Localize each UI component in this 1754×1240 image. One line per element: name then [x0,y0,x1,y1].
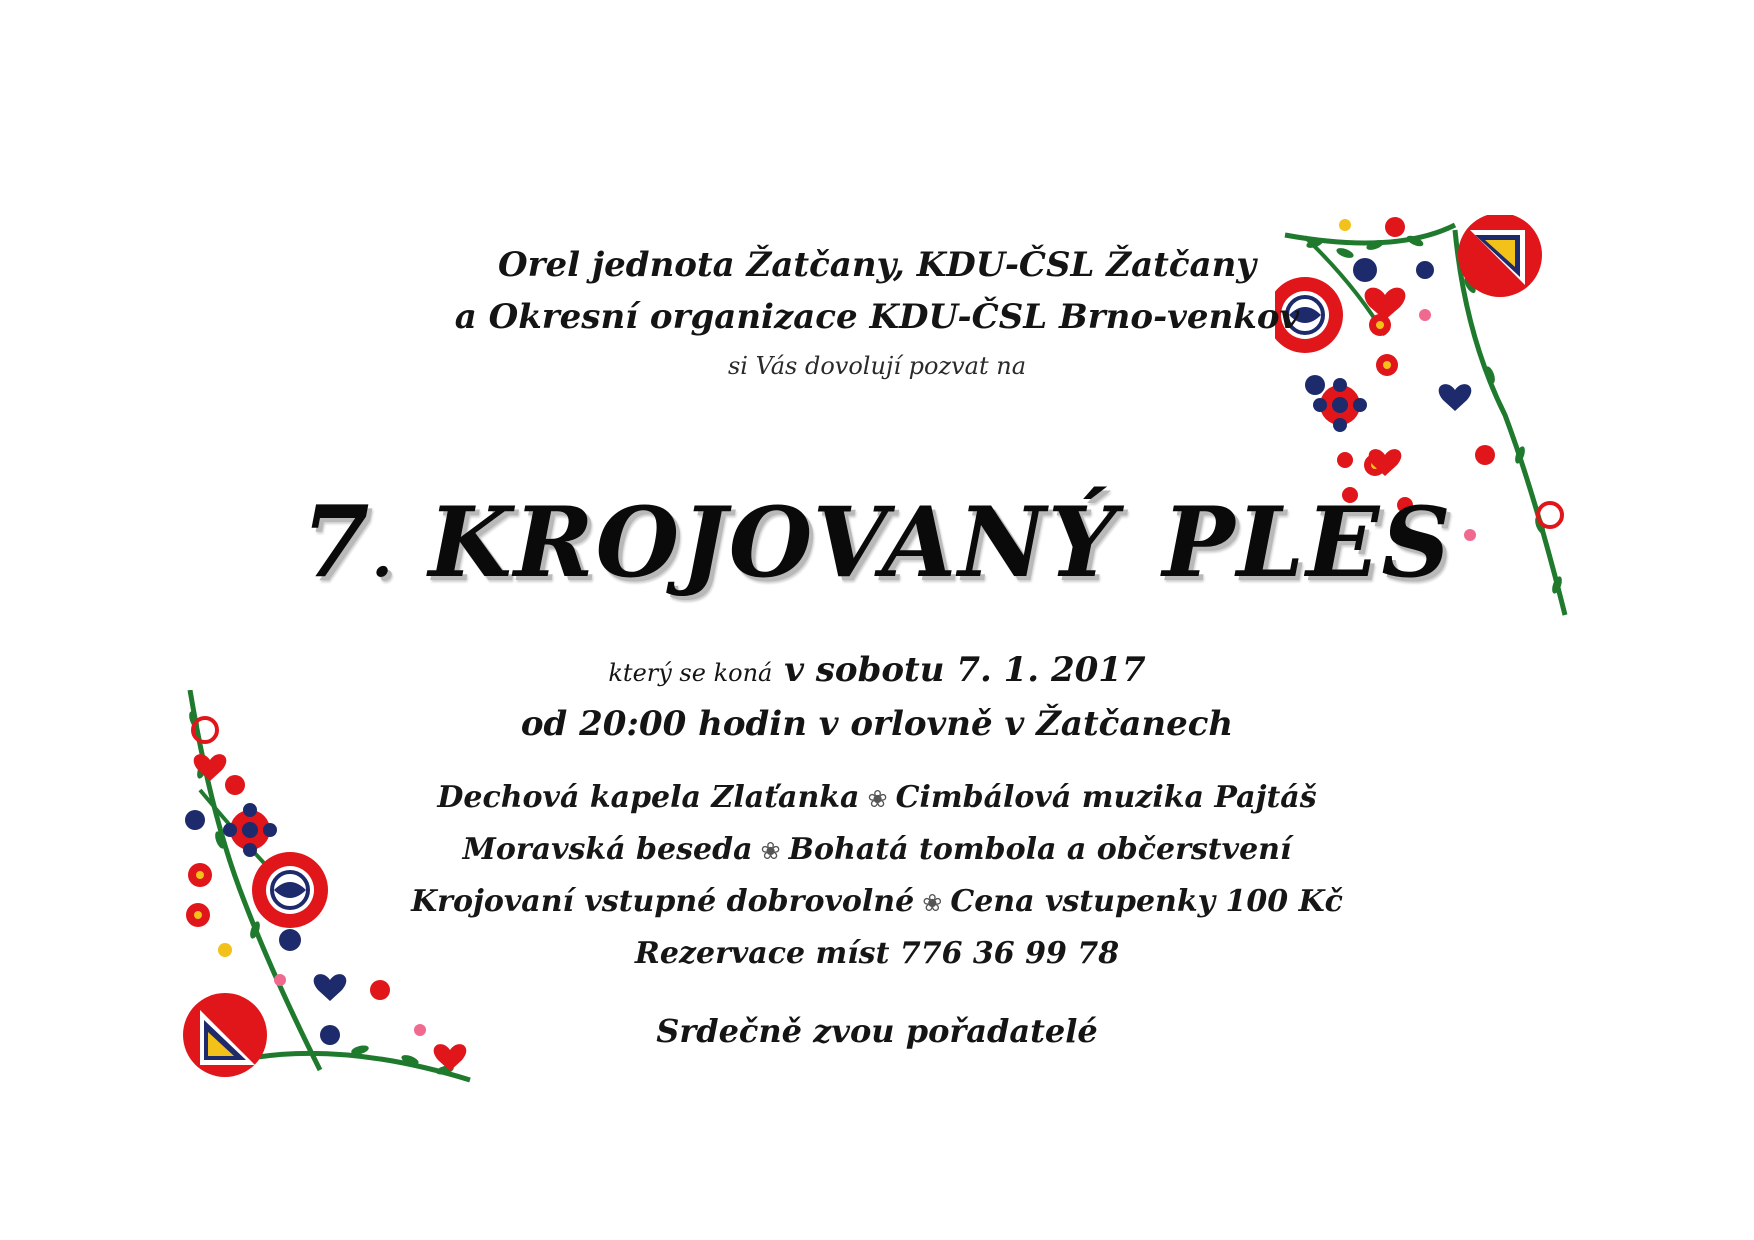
flower-separator-icon: ❀ [867,785,888,813]
program-item: Bohatá tombola a občerstvení [788,832,1292,867]
event-time-place: od 20:00 hodin v orlovně v Žatčanech [520,704,1234,744]
program-item: Dechová kapela Zlaťanka [437,780,860,815]
program-item: Krojovaní vstupné dobrovolné [411,884,915,919]
title-word-2: PLES [1162,486,1453,599]
program-item: Moravská beseda [462,832,753,867]
event-date [0,650,1754,690]
title-dot: . [371,521,395,591]
title-number: 7 [301,485,372,600]
invite-phrase: si Vás dovolují pozvat na [727,352,1027,380]
reservation-line: Rezervace míst 776 36 99 78 [634,936,1120,971]
date-main: v sobotu 7. 1. 2017 [784,650,1146,690]
program-line-2 [0,832,1754,867]
flower-separator-icon: ❀ [760,837,781,865]
organizers-line-2: a Okresní organizace KDU-ČSL Brno-venkov [454,297,1300,337]
program-line-3 [0,884,1754,919]
program-line-1 [0,780,1754,815]
program-item: Cimbálová muzika Pajtáš [895,780,1317,815]
closing-line: Srdečně zvou pořadatelé [656,1012,1098,1050]
title-word-1: KROJOVANÝ [428,486,1119,599]
program-item: Cena vstupenky 100 Kč [950,884,1343,919]
event-title [0,485,1754,600]
organizers-line-1: Orel jednota Žatčany, KDU-ČSL Žatčany [497,245,1257,285]
flower-separator-icon: ❀ [922,889,943,917]
date-prefix: který se koná [608,659,773,687]
